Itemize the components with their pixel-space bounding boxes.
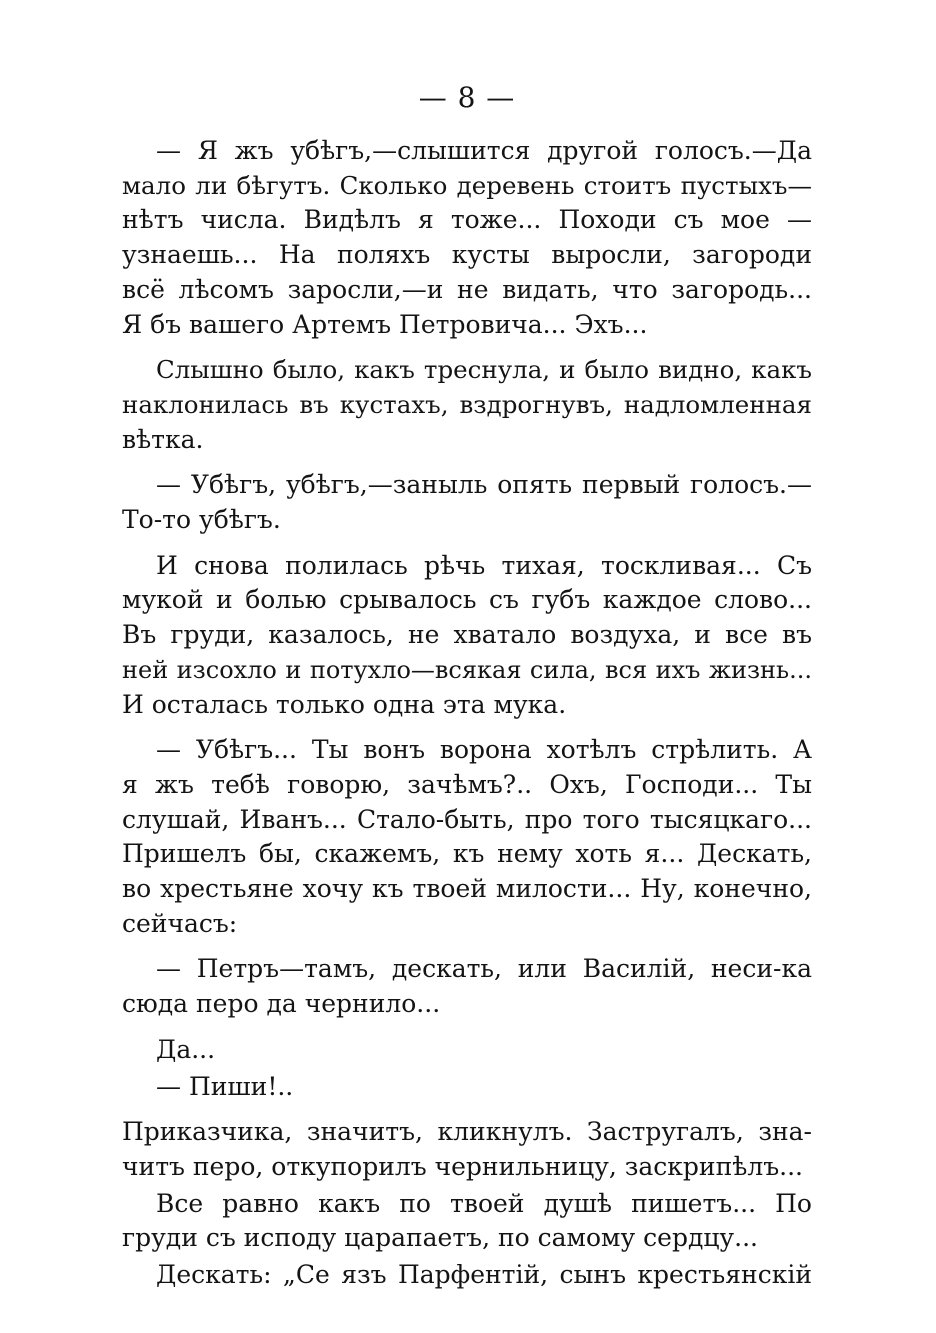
text-line: — Убѣгъ, убѣгъ,—заныль опять первый голосъ.— (156, 470, 812, 500)
text-line: — Убѣгъ... Ты вонъ ворона хотѣлъ стрѣлить. А (156, 735, 812, 765)
text-line: я жъ тебѣ говорю, зачѣмъ?.. Охъ, Господи... Ты (122, 769, 812, 799)
paragraph-10 (122, 1187, 812, 1256)
paragraph-7 (122, 1033, 812, 1068)
text-line: нѣтъ числа. Видѣлъ я тоже... Походи съ мое — (122, 205, 812, 235)
paragraph-4 (122, 549, 812, 723)
text-line: Приказчика, значитъ, кликнулъ. Застругалъ, зна- (122, 1117, 812, 1147)
text-line: мало ли бѣгутъ. Сколько деревень стоитъ пустыхъ— (122, 170, 812, 200)
paragraph-6 (122, 952, 812, 1021)
book-page (122, 78, 812, 1293)
paragraph-5 (122, 733, 812, 941)
paragraph-2 (122, 353, 812, 457)
paragraph-3 (122, 468, 812, 537)
text-line: сюда перо да чернило... (122, 989, 441, 1019)
text-line: читъ перо, откупорилъ чернильницу, заскрипѣлъ... (122, 1151, 803, 1181)
text-line: слушай, Иванъ... Стало-быть, про того тысяцкаго... (122, 804, 812, 834)
text-line: ней изсохло и потухло—всякая сила, вся ихъ жизнь... (122, 655, 812, 684)
text-line: Пришелъ бы, скажемъ, къ нему хоть я... Дескать, (122, 839, 812, 869)
text-line: — Петръ—тамъ, дескать, или Василій, неси-ка (156, 954, 812, 984)
text-line: наклонилась въ кустахъ, вздрогнувъ, надломленная (122, 389, 812, 419)
paragraph-1 (122, 134, 812, 342)
paragraph-8 (122, 1070, 812, 1105)
paragraph-9 (122, 1115, 812, 1184)
text-line: — Я жъ убѣгъ,—слышится другой голосъ.—Да (156, 136, 812, 165)
text-line: Я бъ вашего Артемъ Петровича... Эхъ... (122, 309, 648, 339)
text-line: Все равно какъ по твоей душѣ пишетъ... По (156, 1188, 812, 1218)
text-line: вѣтка. (122, 424, 204, 454)
text-line: Дескать: „Се язъ Парфентій, сынъ крестьянскій (156, 1260, 812, 1290)
text-line: — Пиши!.. (156, 1071, 294, 1101)
text-line: сейчасъ: (122, 908, 238, 938)
text-line: Въ груди, казалось, не хватало воздуха, и все въ (122, 620, 812, 650)
text-line: узнаешь... На поляхъ кусты выросли, загороди (122, 240, 812, 270)
text-line: И осталась только одна эта мука. (122, 689, 567, 719)
text-line: Слышно было, какъ треснула, и было видно, какъ (156, 355, 812, 385)
page-number: — 8 — (418, 81, 516, 114)
text-line: Да... (156, 1034, 216, 1064)
paragraph-11 (122, 1258, 812, 1293)
text-line: То-то убѣгъ. (122, 505, 281, 535)
text-line: всё лѣсомъ заросли,—и не видать, что загородь... (122, 274, 812, 304)
text-line: груди съ исподу царапаетъ, по самому сердцу... (122, 1223, 758, 1253)
text-line: во хрестьяне хочу къ твоей милости... Ну, конечно, (122, 874, 812, 904)
text-line: мукой и болью срывалось съ губъ каждое слово... (122, 585, 812, 615)
text-line: И снова полилась рѣчь тихая, тоскливая... Съ (156, 550, 812, 580)
